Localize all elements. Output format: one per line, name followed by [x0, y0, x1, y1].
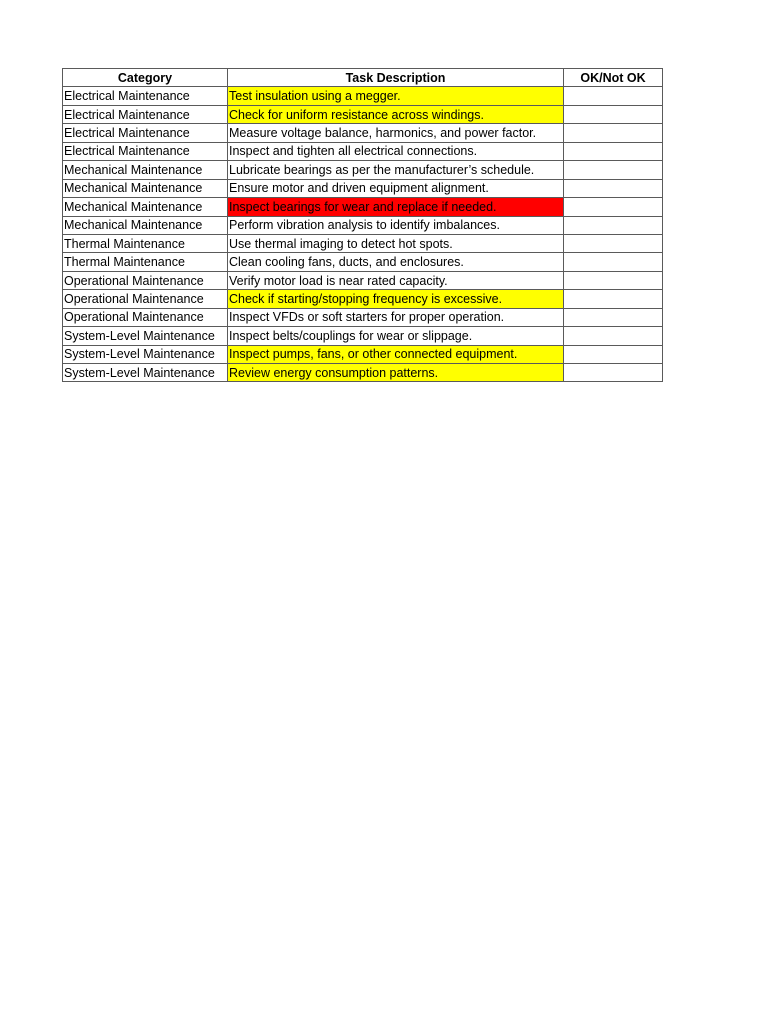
category-cell[interactable]: Mechanical Maintenance — [63, 179, 228, 197]
task-description-cell[interactable]: Inspect pumps, fans, or other connected equipment. — [228, 345, 564, 363]
task-description-cell[interactable]: Verify motor load is near rated capacity. — [228, 271, 564, 289]
ok-status-cell[interactable] — [564, 161, 663, 179]
table-row — [63, 124, 663, 142]
ok-status-cell[interactable] — [564, 142, 663, 160]
table-row — [63, 234, 663, 252]
table-row — [63, 142, 663, 160]
ok-status-cell[interactable] — [564, 345, 663, 363]
task-description-cell[interactable]: Ensure motor and driven equipment alignment. — [228, 179, 564, 197]
ok-status-cell[interactable] — [564, 271, 663, 289]
ok-status-cell[interactable] — [564, 364, 663, 382]
task-description-cell[interactable]: Perform vibration analysis to identify imbalances. — [228, 216, 564, 234]
checklist-body — [63, 87, 663, 382]
table-row — [63, 345, 663, 363]
category-cell[interactable]: Thermal Maintenance — [63, 253, 228, 271]
table-row — [63, 161, 663, 179]
category-cell[interactable]: Mechanical Maintenance — [63, 161, 228, 179]
header-task-description: Task Description — [228, 69, 564, 87]
ok-status-cell[interactable] — [564, 198, 663, 216]
ok-status-cell[interactable] — [564, 179, 663, 197]
ok-status-cell[interactable] — [564, 327, 663, 345]
category-cell[interactable]: Mechanical Maintenance — [63, 198, 228, 216]
task-description-cell[interactable]: Inspect belts/couplings for wear or slippage. — [228, 327, 564, 345]
ok-status-cell[interactable] — [564, 234, 663, 252]
table-row — [63, 308, 663, 326]
task-description-cell[interactable]: Inspect bearings for wear and replace if needed. — [228, 198, 564, 216]
category-cell[interactable]: System-Level Maintenance — [63, 327, 228, 345]
header-category: Category — [63, 69, 228, 87]
ok-status-cell[interactable] — [564, 308, 663, 326]
table-row — [63, 253, 663, 271]
task-description-cell[interactable]: Inspect and tighten all electrical connections. — [228, 142, 564, 160]
ok-status-cell[interactable] — [564, 87, 663, 105]
category-cell[interactable]: Operational Maintenance — [63, 290, 228, 308]
ok-status-cell[interactable] — [564, 216, 663, 234]
maintenance-checklist-table — [62, 68, 663, 382]
task-description-cell[interactable]: Review energy consumption patterns. — [228, 364, 564, 382]
category-cell[interactable]: Mechanical Maintenance — [63, 216, 228, 234]
table-row — [63, 327, 663, 345]
category-cell[interactable]: System-Level Maintenance — [63, 364, 228, 382]
ok-status-cell[interactable] — [564, 105, 663, 123]
category-cell[interactable]: Operational Maintenance — [63, 271, 228, 289]
table-row — [63, 198, 663, 216]
table-row — [63, 271, 663, 289]
table-row — [63, 216, 663, 234]
category-cell[interactable]: Electrical Maintenance — [63, 87, 228, 105]
task-description-cell[interactable]: Clean cooling fans, ducts, and enclosures. — [228, 253, 564, 271]
ok-status-cell[interactable] — [564, 290, 663, 308]
ok-status-cell[interactable] — [564, 124, 663, 142]
category-cell[interactable]: Electrical Maintenance — [63, 124, 228, 142]
category-cell[interactable]: Thermal Maintenance — [63, 234, 228, 252]
task-description-cell[interactable]: Lubricate bearings as per the manufacturer’s schedule. — [228, 161, 564, 179]
category-cell[interactable]: Electrical Maintenance — [63, 105, 228, 123]
table-row — [63, 179, 663, 197]
table-row — [63, 364, 663, 382]
ok-status-cell[interactable] — [564, 253, 663, 271]
task-description-cell[interactable]: Use thermal imaging to detect hot spots. — [228, 234, 564, 252]
task-description-cell[interactable]: Measure voltage balance, harmonics, and power factor. — [228, 124, 564, 142]
table-row — [63, 87, 663, 105]
header-row — [63, 69, 663, 87]
task-description-cell[interactable]: Check if starting/stopping frequency is excessive. — [228, 290, 564, 308]
table-row — [63, 290, 663, 308]
task-description-cell[interactable]: Inspect VFDs or soft starters for proper operation. — [228, 308, 564, 326]
header-ok-not-ok: OK/Not OK — [564, 69, 663, 87]
task-description-cell[interactable]: Check for uniform resistance across windings. — [228, 105, 564, 123]
category-cell[interactable]: Operational Maintenance — [63, 308, 228, 326]
table-row — [63, 105, 663, 123]
task-description-cell[interactable]: Test insulation using a megger. — [228, 87, 564, 105]
category-cell[interactable]: System-Level Maintenance — [63, 345, 228, 363]
category-cell[interactable]: Electrical Maintenance — [63, 142, 228, 160]
